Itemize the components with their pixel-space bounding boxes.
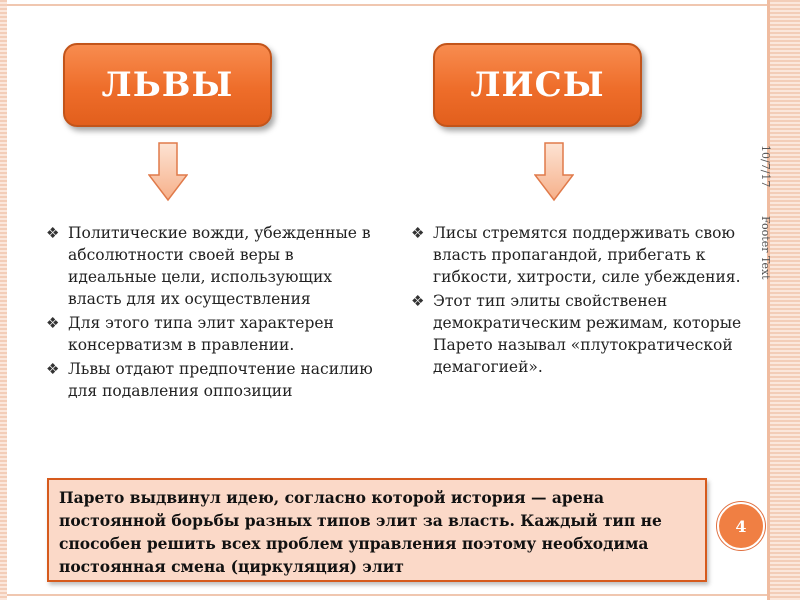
down-arrow-icon [534,142,574,202]
foxes-heading: ЛИСЫ [470,65,605,105]
foxes-bullet-list [411,222,746,380]
right-stripe-border [767,0,770,600]
bullet-diamond-icon: ❖ [46,224,60,242]
bullet-text: Львы отдают предпочтение насилию для подавления оппозиции [68,360,373,400]
lions-bullet-list [46,222,381,480]
list-item [46,358,381,402]
slide-date: 10/7/17 [759,145,772,188]
left-decorative-stripe [0,0,7,600]
bullet-text: Для этого типа элит характерен консерватизм в правлении. [68,314,334,354]
summary-box [47,478,707,582]
page-number: 4 [735,516,747,536]
lions-heading-box [63,43,272,127]
page-number-badge [717,502,765,550]
slide-footer: Footer Text [759,216,772,280]
summary-text: Парето выдвинул идею, согласно которой история — арена постоянной борьбы разных типов элит за власть. Каждый тип не способен решить всех проблем управления поэтому необходима постоянная смена (циркуляция) элит [59,488,662,576]
down-arrow-icon [148,142,188,202]
list-item [46,222,381,310]
bullet-diamond-icon: ❖ [46,360,60,378]
bullet-text: Лисы стремятся поддерживать свою власть пропагандой, прибегать к гибкости, хитрости, силе убеждения. [433,224,741,286]
right-decorative-stripe [770,0,800,600]
list-item [411,290,746,378]
bullet-diamond-icon: ❖ [411,292,425,310]
bullet-text: Этот тип элиты свойственен демократическим режимам, которые Парето называл «плутократической демагогией». [433,292,742,376]
bullet-diamond-icon: ❖ [46,314,60,332]
bottom-rule [7,594,767,596]
foxes-heading-box [433,43,642,127]
top-rule [7,4,767,6]
list-item [46,312,381,356]
lions-heading: ЛЬВЫ [101,65,234,105]
bullet-text: Политические вожди, убежденные в абсолютности своей веры в идеальные цели, использующих власть для их осуществления [68,224,371,308]
bullet-diamond-icon: ❖ [411,224,425,242]
list-item [411,222,746,288]
